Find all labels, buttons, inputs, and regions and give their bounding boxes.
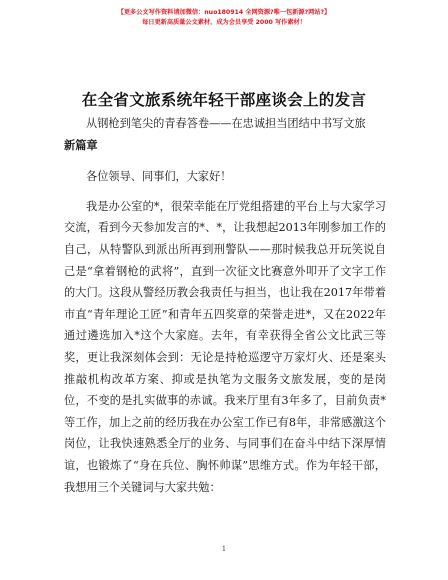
document-subtitle: 从钢枪到笔尖的青春答卷——在忠诚担当团结中书写文旅 [86,117,366,130]
promo-banner-line-1: 【更多公文写作资料请加微信：nuo180914 全网资源?唯一包新源?网站?】 [117,9,331,16]
greeting-paragraph: 各位领导、同事们，大家好！ [86,170,232,184]
body-paragraph: 我是办公室的*，很荣幸能在厅党组搭建的平台上与大家学习交流，看到今天参加发言的*、*，让我想起2013年刚参加工作的自己，从特警队到派出所再到刑警队——那时候我总开玩笑说自己是“拿着钢枪的武将”，直到一次征文比赛意外叩开了文字工作的大门。这段从警经历教会我责任与担当，也让我在2017年带着市直“青年理论工匠”和青年五四奖章的荣誉走进*，又在2022年通过遴选加入*这个大家庭。去年，有幸获得全省公文比武三等奖，更让我深刻体会到：无论是持枪巡逻守万家灯火、还是案头推敲机构改革方案、抑或是执笔为文服务文旅发展，变的是岗位，不变的是扎实做事的赤诚。我来厅里有3年多了，目前负责*等工作，加上之前的经历我在办公室工作已有8年，非常感激这个岗位，让我快速熟悉全厅的业务、与同事们在奋斗中结下深厚情谊，也锻炼了“身在兵位、胸怀帅谋”思维方式。作为年轻干部，我想用三个关键词与大家共勉： [64,199,386,494]
promo-banner-line-2: 每日更新高质量公文素材，成为会员享受 2000 写作素材！ [142,19,306,26]
document-title: 在全省文旅系统年轻干部座谈会上的发言 [81,90,367,109]
page-number: 1 [221,545,227,553]
promo-banner [0,8,448,28]
document-subtitle-continued: 新篇章 [64,137,98,152]
document-body [64,113,386,498]
